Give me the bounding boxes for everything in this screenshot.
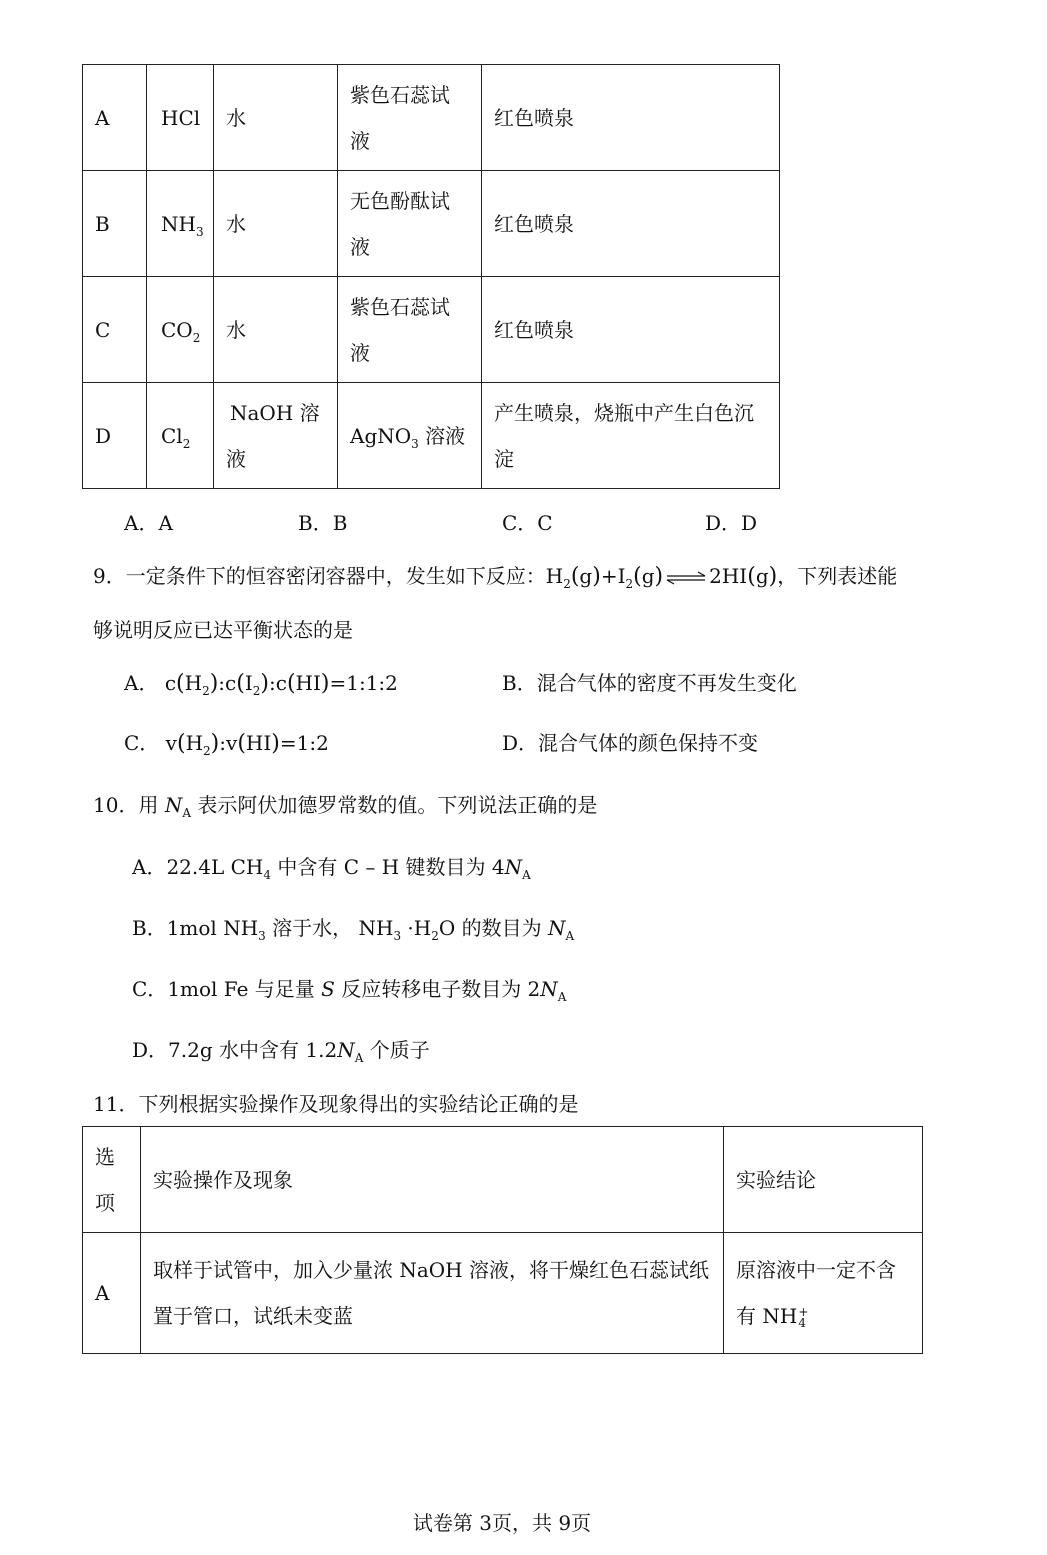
q10-option-b[interactable]: B．1mol $NH_3$ 溶于水， $NH_3 \cdot H_2O$ 的数目为 $N_A$ bbox=[132, 916, 575, 943]
q9-option-c[interactable]: C． $v(H_2):v(HI)=1:2$ bbox=[124, 731, 329, 758]
liquid-cell: 水 bbox=[214, 171, 338, 277]
phenomenon-cell: 红色喷泉 bbox=[482, 171, 780, 277]
table-row bbox=[83, 383, 780, 489]
phenomenon-cell: 红色喷泉 bbox=[482, 65, 780, 171]
indicator-cell: 紫色石蕊试 液 bbox=[338, 277, 482, 383]
q8-table bbox=[82, 64, 780, 489]
reaction-equation: $H_2(g)+I_2(g)$ 2HI(g) bbox=[545, 564, 778, 591]
indicator-cell: 紫色石蕊试 液 bbox=[338, 65, 482, 171]
q9-option-d[interactable]: D．混合气体的颜色保持不变 bbox=[502, 731, 759, 755]
phenomenon-cell: 红色喷泉 bbox=[482, 277, 780, 383]
page-footer: 试卷第 3页，共 9页 bbox=[412, 1511, 592, 1535]
liquid-cell: NaOH 溶 液 bbox=[214, 383, 338, 489]
table-row bbox=[83, 277, 780, 383]
q10-option-a[interactable]: A．22.4L $CH_4$ 中含有 C – H 键数目为 $4N_A$ bbox=[132, 855, 531, 882]
choice-c[interactable]: C．C bbox=[502, 511, 553, 535]
header-conclusion: 实验结论 bbox=[724, 1127, 923, 1233]
indicator-cell: 无色酚酞试 液 bbox=[338, 171, 482, 277]
choice-d[interactable]: D．D bbox=[705, 511, 758, 535]
option-cell: D bbox=[83, 383, 147, 489]
phenomenon-cell: 产生喷泉，烧瓶中产生白色沉 淀 bbox=[482, 383, 780, 489]
gas-cell: HCl bbox=[147, 65, 214, 171]
gas-cell: $NH_3$ bbox=[147, 171, 214, 277]
q9-stem: 9．一定条件下的恒容密闭容器中，发生如下反应：$H_2(g)+I_2(g)$ 2HI(g)，下列表述能 bbox=[93, 564, 898, 591]
option-cell: A bbox=[83, 65, 147, 171]
table-row bbox=[83, 1233, 923, 1354]
q10-option-c[interactable]: C．1mol Fe 与足量 S 反应转移电子数目为 $2N_A$ bbox=[132, 977, 567, 1004]
indicator-cell: AgNO$_3$ 溶液 bbox=[338, 383, 482, 489]
option-cell: A bbox=[83, 1233, 141, 1354]
q9-stem-line2: 够说明反应已达平衡状态的是 bbox=[93, 618, 353, 642]
equilibrium-arrow-icon bbox=[665, 571, 707, 585]
q10-option-d[interactable]: D．7.2g 水中含有 $1.2N_A$ 个质子 bbox=[132, 1038, 430, 1065]
choice-b[interactable]: B．B bbox=[298, 511, 348, 535]
conclusion-cell: 原溶液中一定不含 有 NH + 4 bbox=[724, 1233, 923, 1354]
gas-cell: $CO_2$ bbox=[147, 277, 214, 383]
operation-cell: 取样于试管中，加入少量浓 NaOH 溶液，将干燥红色石蕊试纸 置于管口，试纸未变蓝 bbox=[141, 1233, 724, 1354]
table-header-row bbox=[83, 1127, 923, 1233]
option-cell: C bbox=[83, 277, 147, 383]
choice-a[interactable]: A．A bbox=[124, 511, 173, 535]
q11-table bbox=[82, 1126, 923, 1354]
table-row bbox=[83, 171, 780, 277]
q9-option-b[interactable]: B．混合气体的密度不再发生变化 bbox=[502, 671, 797, 695]
option-cell: B bbox=[83, 171, 147, 277]
q9-option-a[interactable]: A． $c(H_2):c(I_2):c(HI)=1:1:2$ bbox=[124, 671, 398, 698]
gas-cell: $Cl_2$ bbox=[147, 383, 214, 489]
liquid-cell: 水 bbox=[214, 277, 338, 383]
table-row bbox=[83, 65, 780, 171]
header-option: 选 项 bbox=[83, 1127, 141, 1233]
q11-stem: 11．下列根据实验操作及现象得出的实验结论正确的是 bbox=[93, 1092, 579, 1116]
q10-stem: 10．用 $N_A$ 表示阿伏加德罗常数的值。下列说法正确的是 bbox=[93, 793, 598, 820]
header-operation: 实验操作及现象 bbox=[141, 1127, 724, 1233]
liquid-cell: 水 bbox=[214, 65, 338, 171]
